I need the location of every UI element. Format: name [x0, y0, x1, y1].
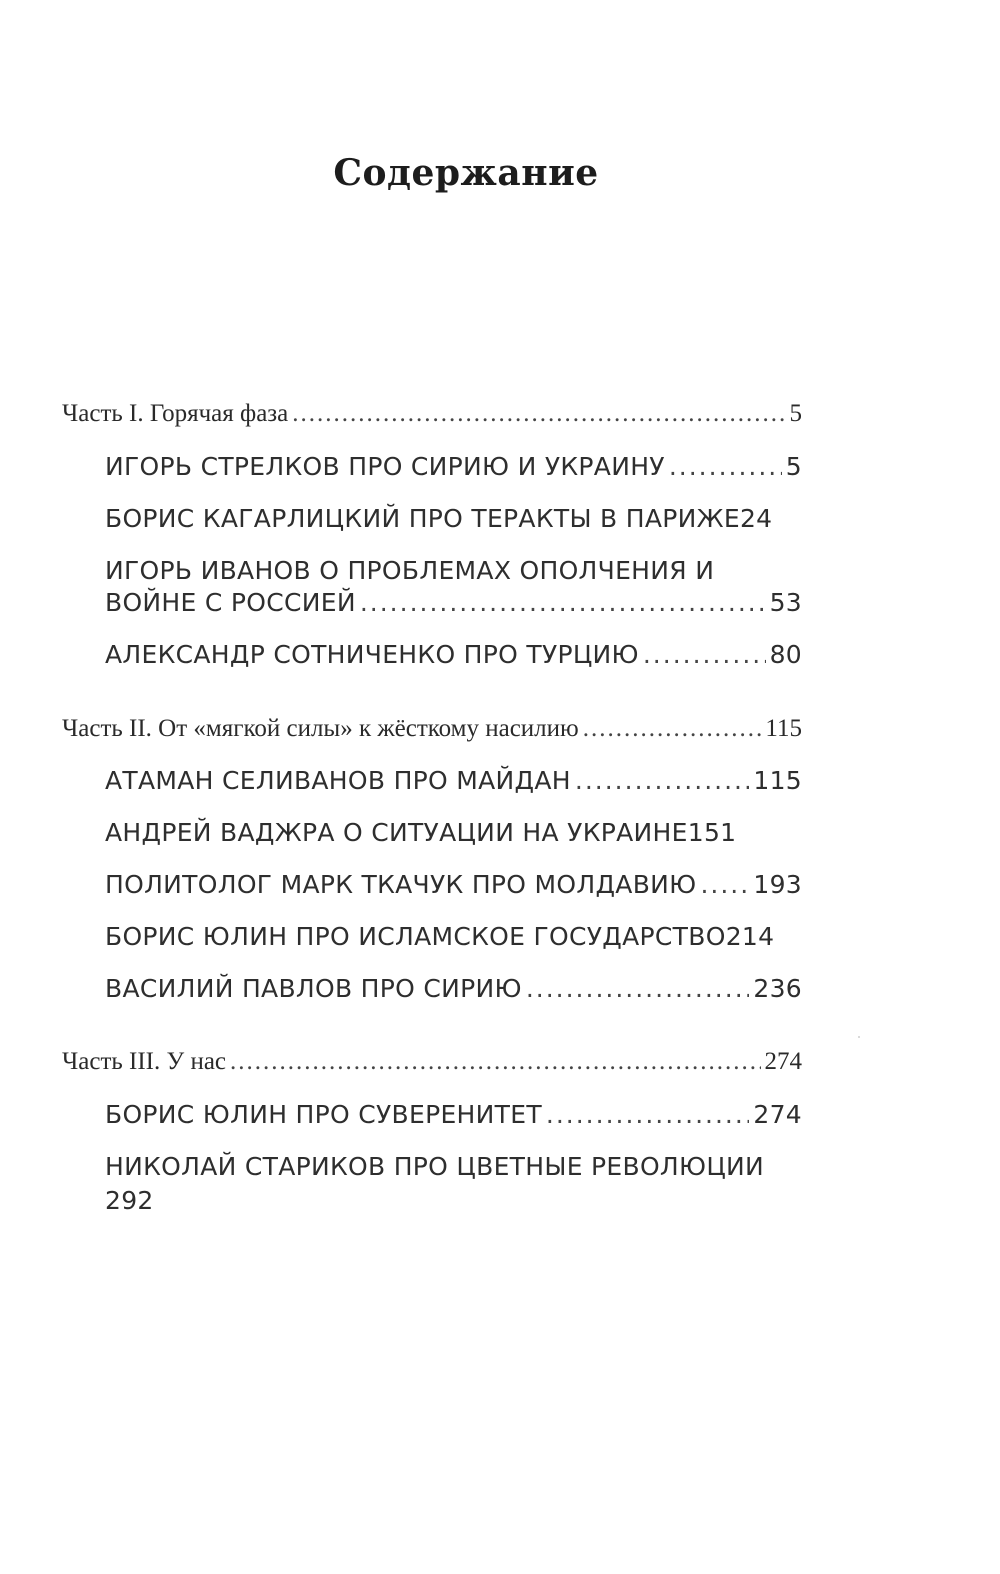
toc-page-number: 53 [769, 588, 802, 617]
toc-part-2[interactable] [62, 715, 802, 743]
toc-page-number: 5 [785, 452, 802, 481]
toc-page-number: 292 [105, 1186, 154, 1215]
toc-page-number: 24 [739, 504, 773, 533]
toc-page-number: 274 [764, 1048, 802, 1075]
toc-entry-label[interactable]: НИКОЛАЙ СТАРИКОВ ПРО ЦВЕТНЫЕ РЕВОЛЮЦИИ [105, 1152, 765, 1181]
toc-part-label: Часть III. У нас [62, 1048, 227, 1075]
toc-entry[interactable] [105, 452, 802, 481]
toc-page-number: 274 [753, 1100, 802, 1129]
toc-page-number: 151 [687, 818, 737, 847]
toc-entry-label: АНДРЕЙ ВАДЖРА О СИТУАЦИИ НА УКРАИНЕ [105, 818, 688, 847]
toc-part-label: Часть I. Горячая фаза [62, 400, 289, 427]
toc-entry[interactable] [105, 640, 802, 669]
toc-page-number: 115 [753, 766, 802, 795]
toc-entry-label: АТАМАН СЕЛИВАНОВ ПРО МАЙДАН [105, 766, 571, 795]
toc-page-number: 236 [753, 974, 802, 1003]
dot-leader [526, 974, 750, 1003]
toc-page-number: 115 [765, 715, 802, 742]
toc-part-1[interactable] [62, 400, 802, 428]
toc-entry[interactable] [105, 588, 802, 617]
toc-entry[interactable] [105, 504, 802, 533]
toc-entry[interactable] [105, 870, 802, 899]
toc-page-number: 5 [789, 400, 802, 427]
dot-leader [669, 452, 782, 481]
toc-entry-label-line1: ИГОРЬ ИВАНОВ О ПРОБЛЕМАХ ОПОЛЧЕНИЯ И [105, 556, 715, 585]
dot-leader [546, 1100, 749, 1129]
toc-entry-label: БОРИС КАГАРЛИЦКИЙ ПРО ТЕРАКТЫ В ПАРИЖЕ [105, 504, 740, 533]
toc-entry-label: ВАСИЛИЙ ПАВЛОВ ПРО СИРИЮ [105, 974, 522, 1003]
toc-entry[interactable] [105, 1100, 802, 1129]
toc-part-3[interactable] [62, 1048, 802, 1076]
dot-leader [575, 766, 749, 795]
toc-entry[interactable] [105, 766, 802, 795]
toc-entry[interactable] [105, 922, 802, 951]
dot-leader [643, 640, 766, 669]
toc-entry-label: ВОЙНЕ С РОССИЕЙ [105, 588, 356, 617]
toc-entry-label: БОРИС ЮЛИН ПРО СУВЕРЕНИТЕТ [105, 1100, 542, 1129]
scan-speck [858, 1036, 860, 1038]
toc-entry-label: БОРИС ЮЛИН ПРО ИСЛАМСКОЕ ГОСУДАРСТВО [105, 922, 726, 951]
dot-leader [292, 400, 785, 428]
toc-part-label: Часть II. От «мягкой силы» к жёсткому насилию [62, 715, 579, 742]
dot-leader [700, 870, 749, 899]
dot-leader [360, 588, 766, 617]
toc-page-number: 214 [725, 922, 775, 951]
toc-entry-label: АЛЕКСАНДР СОТНИЧЕНКО ПРО ТУРЦИЮ [105, 640, 639, 669]
dot-leader [230, 1048, 760, 1076]
toc-page-number: 80 [769, 640, 802, 669]
page-title: Содержание [333, 152, 599, 194]
toc-entry[interactable] [105, 818, 802, 847]
dot-leader [583, 715, 762, 743]
toc-entry-label: ИГОРЬ СТРЕЛКОВ ПРО СИРИЮ И УКРАИНУ [105, 452, 665, 481]
toc-entry-label: ПОЛИТОЛОГ МАРК ТКАЧУК ПРО МОЛДАВИЮ [105, 870, 697, 899]
toc-page-number: 193 [753, 870, 802, 899]
toc-entry[interactable] [105, 974, 802, 1003]
